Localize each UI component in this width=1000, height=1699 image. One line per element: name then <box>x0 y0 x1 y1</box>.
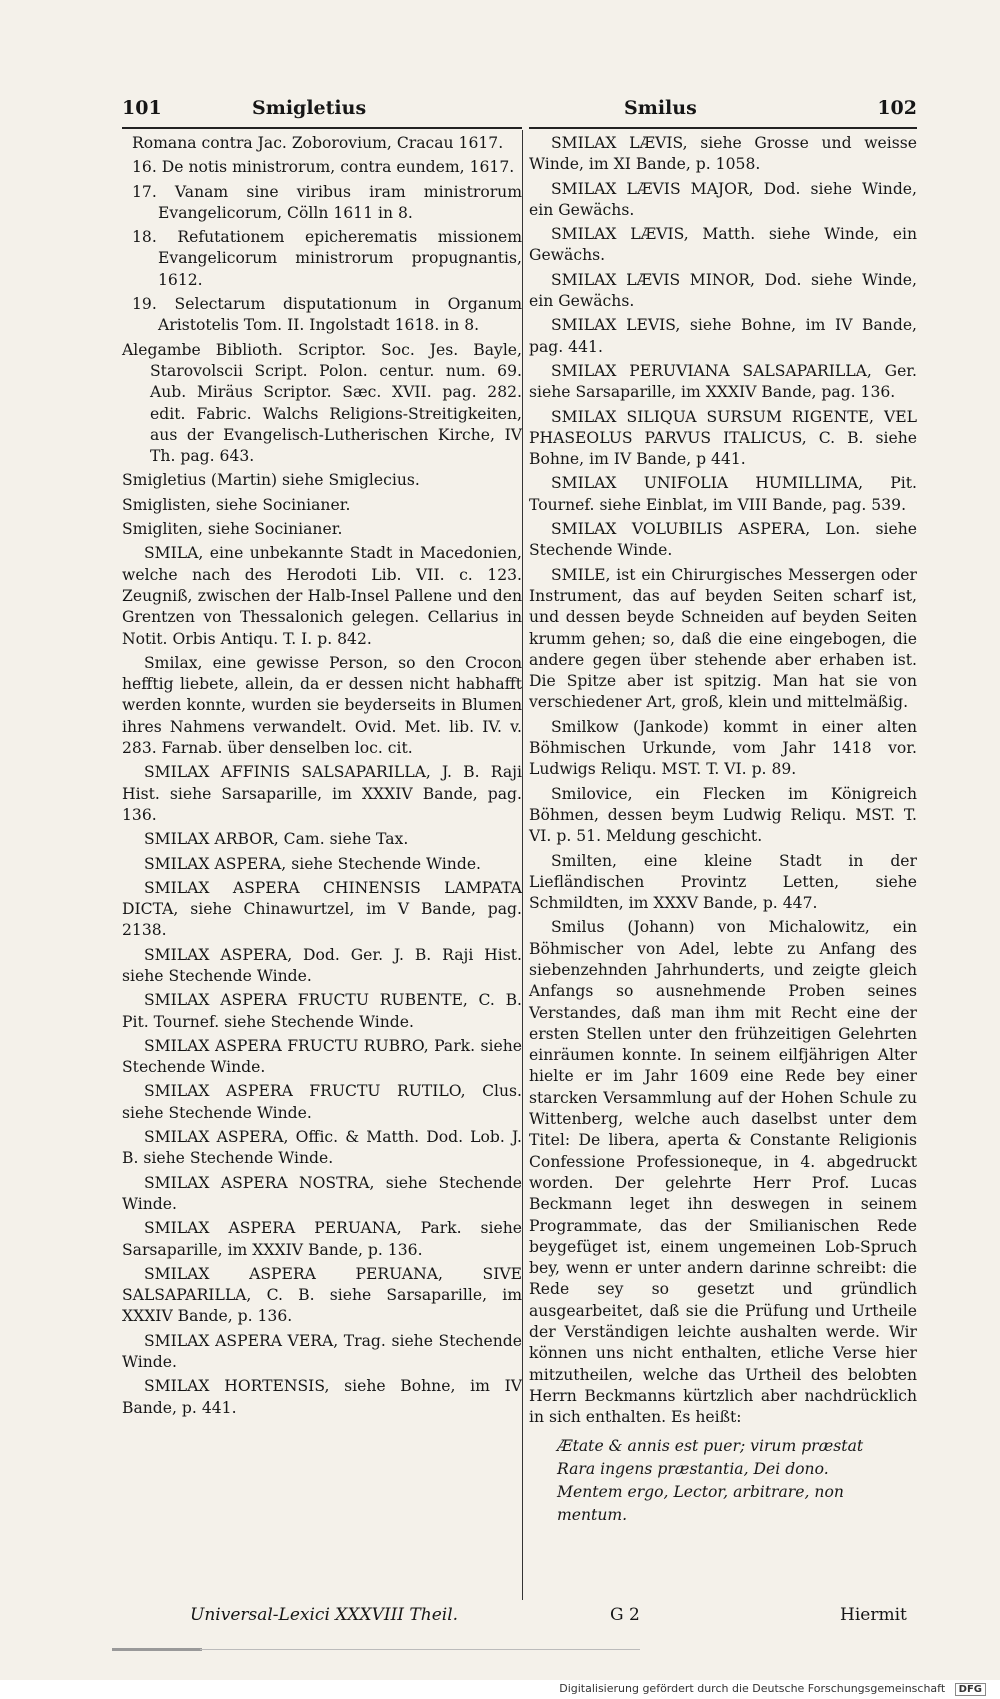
header-rule-left <box>122 127 522 129</box>
dictionary-entry: SMILAX ASPERA VERA, Trag. siehe Stechende Winde. <box>122 1331 522 1372</box>
dictionary-entry: 17. Vanam sine viribus iram ministrorum Evangelicorum, Cölln 1611 in 8. <box>132 182 522 222</box>
dictionary-entry: Smilkow (Jankode) kommt in einer alten Böhmischen Urkunde, vom Jahr 1418 vor. Ludwigs Reliqu. MST. T. VI. p. 89. <box>529 717 917 779</box>
verse-block <box>557 1435 917 1527</box>
dictionary-entry: 16. De notis ministrorum, contra eundem, 1617. <box>132 158 515 177</box>
dictionary-entry: SMILAX LÆVIS, siehe Grosse und weisse Winde, im XI Bande, p. 1058. <box>529 134 917 174</box>
dictionary-entry: SMILAX ASPERA FRUCTU RUBRO, Park. siehe Stechende Winde. <box>122 1036 522 1077</box>
column-divider <box>522 130 523 1600</box>
dictionary-entry: SMILAX ARBOR, Cam. siehe Tax. <box>144 830 409 849</box>
dictionary-entry: SMILAX VOLUBILIS ASPERA, Lon. siehe Stechende Winde. <box>529 520 917 560</box>
running-head-left: Smigletius <box>252 97 367 119</box>
dictionary-entry: Smigliten, siehe Socinianer. <box>122 520 343 539</box>
dictionary-entry: SMILAX PERUVIANA SALSAPARILLA, Ger. siehe Sarsaparille, im XXXIV Bande, pag. 136. <box>529 361 917 402</box>
left-column <box>122 133 522 1422</box>
volume-footer: Universal-Lexici XXXVIII Theil. <box>190 1605 459 1625</box>
scan-line <box>200 1649 640 1650</box>
dictionary-entry: SMILAX ASPERA PERUANA, Park. siehe Sarsaparille, im XXXIV Bande, p. 136. <box>122 1219 522 1259</box>
dictionary-entry: Alegambe Biblioth. Scriptor. Soc. Jes. Bayle, Starovolscii Script. Polon. centur. num. 69. Aub. Miräus Scriptor. Sæc. XVII. pag. 282. edit. Fabric. Walchs Religions-Streitigkeiten, aus der Evangelisch-Lutherischen Kirche, IV Th. pag. 643. <box>122 340 522 466</box>
verse-line: Ætate & annis est puer; virum præstat <box>557 1436 864 1455</box>
verse-line: Rara ingens præstantia, Dei dono. <box>557 1459 829 1478</box>
dictionary-entry: SMILAX ASPERA NOSTRA, siehe Stechende Winde. <box>122 1173 522 1213</box>
dictionary-entry: SMILAX ASPERA CHINENSIS LAMPATA DICTA, siehe Chinawurtzel, im V Bande, pag. 2138. <box>122 878 522 940</box>
dictionary-entry: SMILAX ASPERA PERUANA, SIVE SALSAPARILLA, C. B. siehe Sarsaparille, im XXXIV Bande, p. 136. <box>122 1264 522 1326</box>
dictionary-entry: 18. Refutationem epicherematis missionem Evangelicorum ministrorum propugnantis, 1612. <box>132 228 522 289</box>
dictionary-entry: 19. Selectarum disputationum in Organum Aristotelis Tom. II. Ingolstadt 1618. in 8. <box>132 295 522 335</box>
scan-smudge <box>112 1648 202 1651</box>
dictionary-entry: SMILAX LÆVIS MINOR, Dod. siehe Winde, ein Gewächs. <box>529 270 917 311</box>
dictionary-entry: SMILAX LÆVIS, Matth. siehe Winde, ein Gewächs. <box>529 225 917 265</box>
verse-line: Mentem ergo, Lector, arbitrare, non mentum. <box>557 1482 844 1524</box>
header-right <box>529 97 917 131</box>
dictionary-entry: Smilten, eine kleine Stadt in der Liefländischen Provintz Letten, siehe Schmildten, im XXXV Bande, p. 447. <box>529 851 917 913</box>
digitization-credit <box>559 1682 986 1696</box>
dictionary-entry: SMILAX ASPERA, Offic. & Matth. Dod. Lob. J. B. siehe Stechende Winde. <box>122 1128 522 1168</box>
running-head-right: Smilus <box>624 97 697 119</box>
page-number-right: 102 <box>877 97 917 119</box>
dictionary-entry: SMILAX UNIFOLIA HUMILLIMA, Pit. Tournef. siehe Einblat, im VIII Bande, pag. 539. <box>529 474 917 514</box>
dictionary-entry: Smilax, eine gewisse Person, so den Crocon hefftig liebete, allein, da er dessen nicht habhafft werden konnte, wurden sie beyderseits in Blumen ihres Nahmens verwandelt. Ovid. Met. lib. IV. v. 283. Farnab. über denselben loc. cit. <box>122 653 522 758</box>
dictionary-entry: Smilovice, ein Flecken im Königreich Böhmen, dessen beym Ludwig Reliqu. MST. T. VI. p. 51. Meldung geschicht. <box>529 784 917 846</box>
dictionary-entry: SMILAX ASPERA FRUCTU RUTILO, Clus. siehe Stechende Winde. <box>122 1082 522 1122</box>
credit-text: Digitalisierung gefördert durch die Deutsche Forschungsgemeinschaft <box>559 1682 946 1695</box>
dictionary-entry: Romana contra Jac. Zoborovium, Cracau 1617. <box>132 134 504 152</box>
dictionary-entry: Smiglisten, siehe Socinianer. <box>122 495 351 514</box>
dictionary-entry: SMILAX AFFINIS SALSAPARILLA, J. B. Raji Hist. siehe Sarsaparille, im XXXIV Bande, pag. 136. <box>122 763 522 824</box>
dictionary-entry: SMILE, ist ein Chirurgisches Messergen oder Instrument, das auf beyden Seiten scharf ist, und dessen beyde Schneiden auf beyden Seiten krumm gehen; so, daß die eine eingebogen, die andere gegen über stehende aber erhaben ist. Die Spitze aber ist spitzig. Man hat sie von verschiedener Art, groß, klein und mittelmäßig. <box>529 565 917 712</box>
dictionary-entry: Smigletius (Martin) siehe Smiglecius. <box>122 471 420 490</box>
right-column <box>529 133 917 1531</box>
catchword: Hiermit <box>840 1605 907 1625</box>
header-left <box>122 97 522 131</box>
dictionary-entry: SMILAX ASPERA, Dod. Ger. J. B. Raji Hist. siehe Stechende Winde. <box>122 945 522 985</box>
dictionary-entry: SMILAX LEVIS, siehe Bohne, im IV Bande, pag. 441. <box>529 316 917 356</box>
signature-mark: G 2 <box>610 1605 640 1625</box>
dfg-logo: DFG <box>955 1683 986 1696</box>
dictionary-entry: SMILAX ASPERA, siehe Stechende Winde. <box>144 854 482 873</box>
dictionary-entry: SMILAX HORTENSIS, siehe Bohne, im IV Bande, p. 441. <box>122 1377 522 1417</box>
dictionary-entry: SMILAX ASPERA FRUCTU RUBENTE, C. B. Pit. Tournef. siehe Stechende Winde. <box>122 991 522 1031</box>
dictionary-entry: SMILAX LÆVIS MAJOR, Dod. siehe Winde, ein Gewächs. <box>529 179 917 219</box>
dictionary-entry: SMILAX SILIQUA SURSUM RIGENTE, VEL PHASEOLUS PARVUS ITALICUS, C. B. siehe Bohne, im IV Bande, p 441. <box>529 407 917 469</box>
page-number-left: 101 <box>122 97 162 119</box>
dictionary-entry: Smilus (Johann) von Michalowitz, ein Böhmischer von Adel, lebte zu Anfang des siebenzehnden Jahrhunderts, und zeigte gleich Anfangs so ausnehmende Proben seines Verstandes, daß man ihm mit Recht eine der ersten Stellen unter den frühzeitigen Gelehrten einräumen konnte. In seinem eilfjährigen Alter hielte er im Jahr 1609 eine Rede bey einer starcken Versammlung auf der Hohen Schule zu Wittenberg, welche auch daselbst unter dem Titel: De libera, aperta & Constante Religionis Confessione Professioneque, in 4. abgedruckt worden. Der gelehrte Herr Prof. Lucas Beckmann leget ihn deswegen in seinem Programmate, das der Smilianischen Rede beygefüget ist, einem ungemeinen Lob-Spruch bey, wenn er unter andern darinne schreibt: die Rede sey so gesetzt und gründlich ausgearbeitet, daß sie die Prüfung und Urtheile der Verständigen leichte aushalten werde. Wir können uns nicht enthalten, etliche Verse hier mitzutheilen, welche das Urtheil des belobten Herrn Beckmanns kürtzlich aber nachdrücklich in sich enthalten. Es heißt: <box>529 918 917 1427</box>
dictionary-entry: SMILA, eine unbekannte Stadt in Macedonien, welche nach des Herodoti Lib. VII. c. 123. Zeugniß, zwischen der Halb-Insel Pallene und den Grentzen von Thessalonich gelegen. Cellarius in Notit. Orbis Antiqu. T. I. p. 842. <box>122 544 522 648</box>
header-rule-right <box>529 127 917 129</box>
